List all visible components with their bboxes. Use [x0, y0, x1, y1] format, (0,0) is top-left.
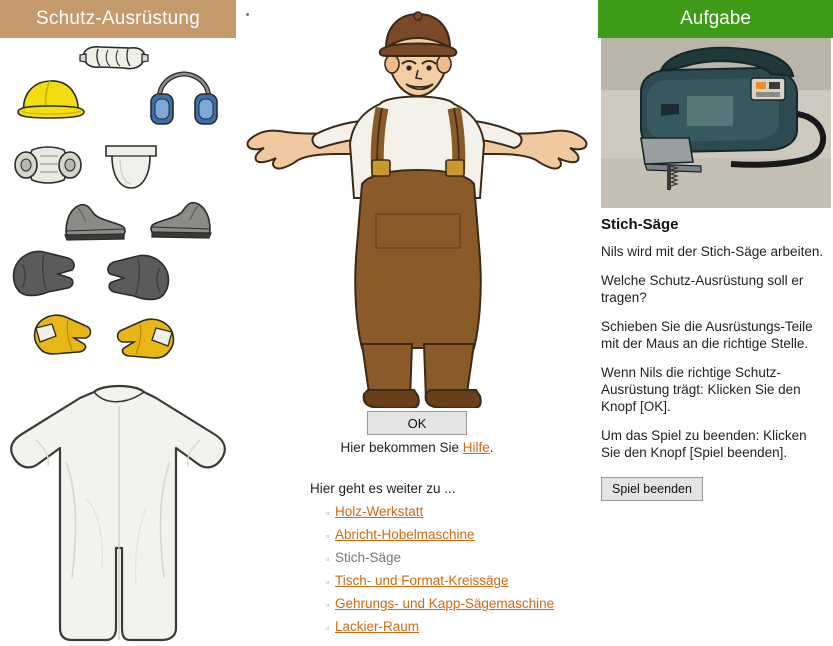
safety-shoe-left-icon[interactable] — [62, 198, 128, 242]
nav-link-gehrungs-und-kapp-saegemaschine[interactable] — [326, 596, 600, 611]
nav-link-abricht-hobelmaschine[interactable] — [326, 527, 600, 542]
bullet-icon: ▫ — [326, 600, 330, 610]
task-paragraph-4: Wenn Nils die richtige Schutz-Ausrüstung trägt: Klicken Sie den Knopf [OK]. — [601, 365, 801, 414]
safety-goggles-icon[interactable] — [78, 42, 150, 76]
task-panel-header: Aufgabe — [598, 0, 833, 38]
task-paragraph-5: Um das Spiel zu beenden: Klicken Sie den Knopf [Spiel beenden]. — [601, 428, 807, 460]
nav-link-label: Stich-Säge — [335, 550, 402, 565]
nav-link-holz-werkstatt[interactable] — [326, 504, 600, 519]
respirator-mask-icon[interactable] — [14, 142, 82, 188]
ok-button[interactable]: OK — [367, 411, 467, 435]
bullet-icon: ▫ — [326, 554, 330, 564]
worker-figure[interactable] — [236, 8, 598, 408]
protective-overall-icon[interactable] — [6, 378, 232, 646]
help-line — [236, 440, 598, 455]
jigsaw-photo — [601, 38, 831, 208]
continue-block — [310, 481, 600, 642]
continue-title: Hier geht es weiter zu ... — [310, 481, 456, 496]
face-shield-icon[interactable] — [100, 140, 162, 192]
glove-yellow-right-icon[interactable] — [112, 310, 178, 362]
help-link[interactable]: Hilfe — [462, 440, 490, 455]
ear-defenders-icon[interactable] — [148, 70, 220, 128]
task-paragraph-3: Schieben Sie die Ausrüstungs-Teile mit der Maus an die richtige Stelle. — [601, 319, 813, 351]
task-paragraph-2: Welche Schutz-Ausrüstung soll er tragen? — [601, 273, 804, 305]
glove-yellow-left-icon[interactable] — [30, 306, 96, 358]
bullet-icon: ▫ — [326, 531, 330, 541]
task-body — [601, 216, 829, 501]
worker-panel — [236, 0, 598, 646]
hard-hat-icon[interactable] — [16, 72, 86, 124]
glove-grey-left-icon[interactable] — [8, 246, 78, 300]
glove-grey-right-icon[interactable] — [104, 250, 174, 304]
equipment-panel — [0, 0, 236, 646]
nav-link-label[interactable]: Abricht-Hobelmaschine — [335, 527, 475, 542]
task-paragraph-1: Nils wird mit der Stich-Säge arbeiten. — [601, 244, 824, 259]
equipment-panel-header: Schutz-Ausrüstung — [0, 0, 236, 38]
help-suffix: . — [489, 440, 494, 455]
safety-shoe-right-icon[interactable] — [148, 196, 214, 240]
bullet-icon: ▫ — [326, 508, 330, 518]
bullet-icon: ▫ — [326, 577, 330, 587]
nav-link-label[interactable]: Holz-Werkstatt — [335, 504, 424, 519]
task-title: Stich-Säge — [601, 216, 679, 233]
task-panel — [598, 0, 833, 646]
nav-link-label[interactable]: Gehrungs- und Kapp-Sägemaschine — [335, 596, 555, 611]
nav-link-stich-saege-current — [326, 550, 600, 565]
help-prefix: Hier bekommen Sie — [340, 440, 463, 455]
nav-link-tisch-und-format-kreissaege[interactable] — [326, 573, 600, 588]
nav-link-lackier-raum[interactable] — [326, 619, 600, 634]
nav-link-label[interactable]: Tisch- und Format-Kreissäge — [335, 573, 509, 588]
end-game-button[interactable]: Spiel beenden — [601, 477, 703, 501]
nav-link-label[interactable]: Lackier-Raum — [335, 619, 420, 634]
bullet-icon: ▫ — [326, 623, 330, 633]
